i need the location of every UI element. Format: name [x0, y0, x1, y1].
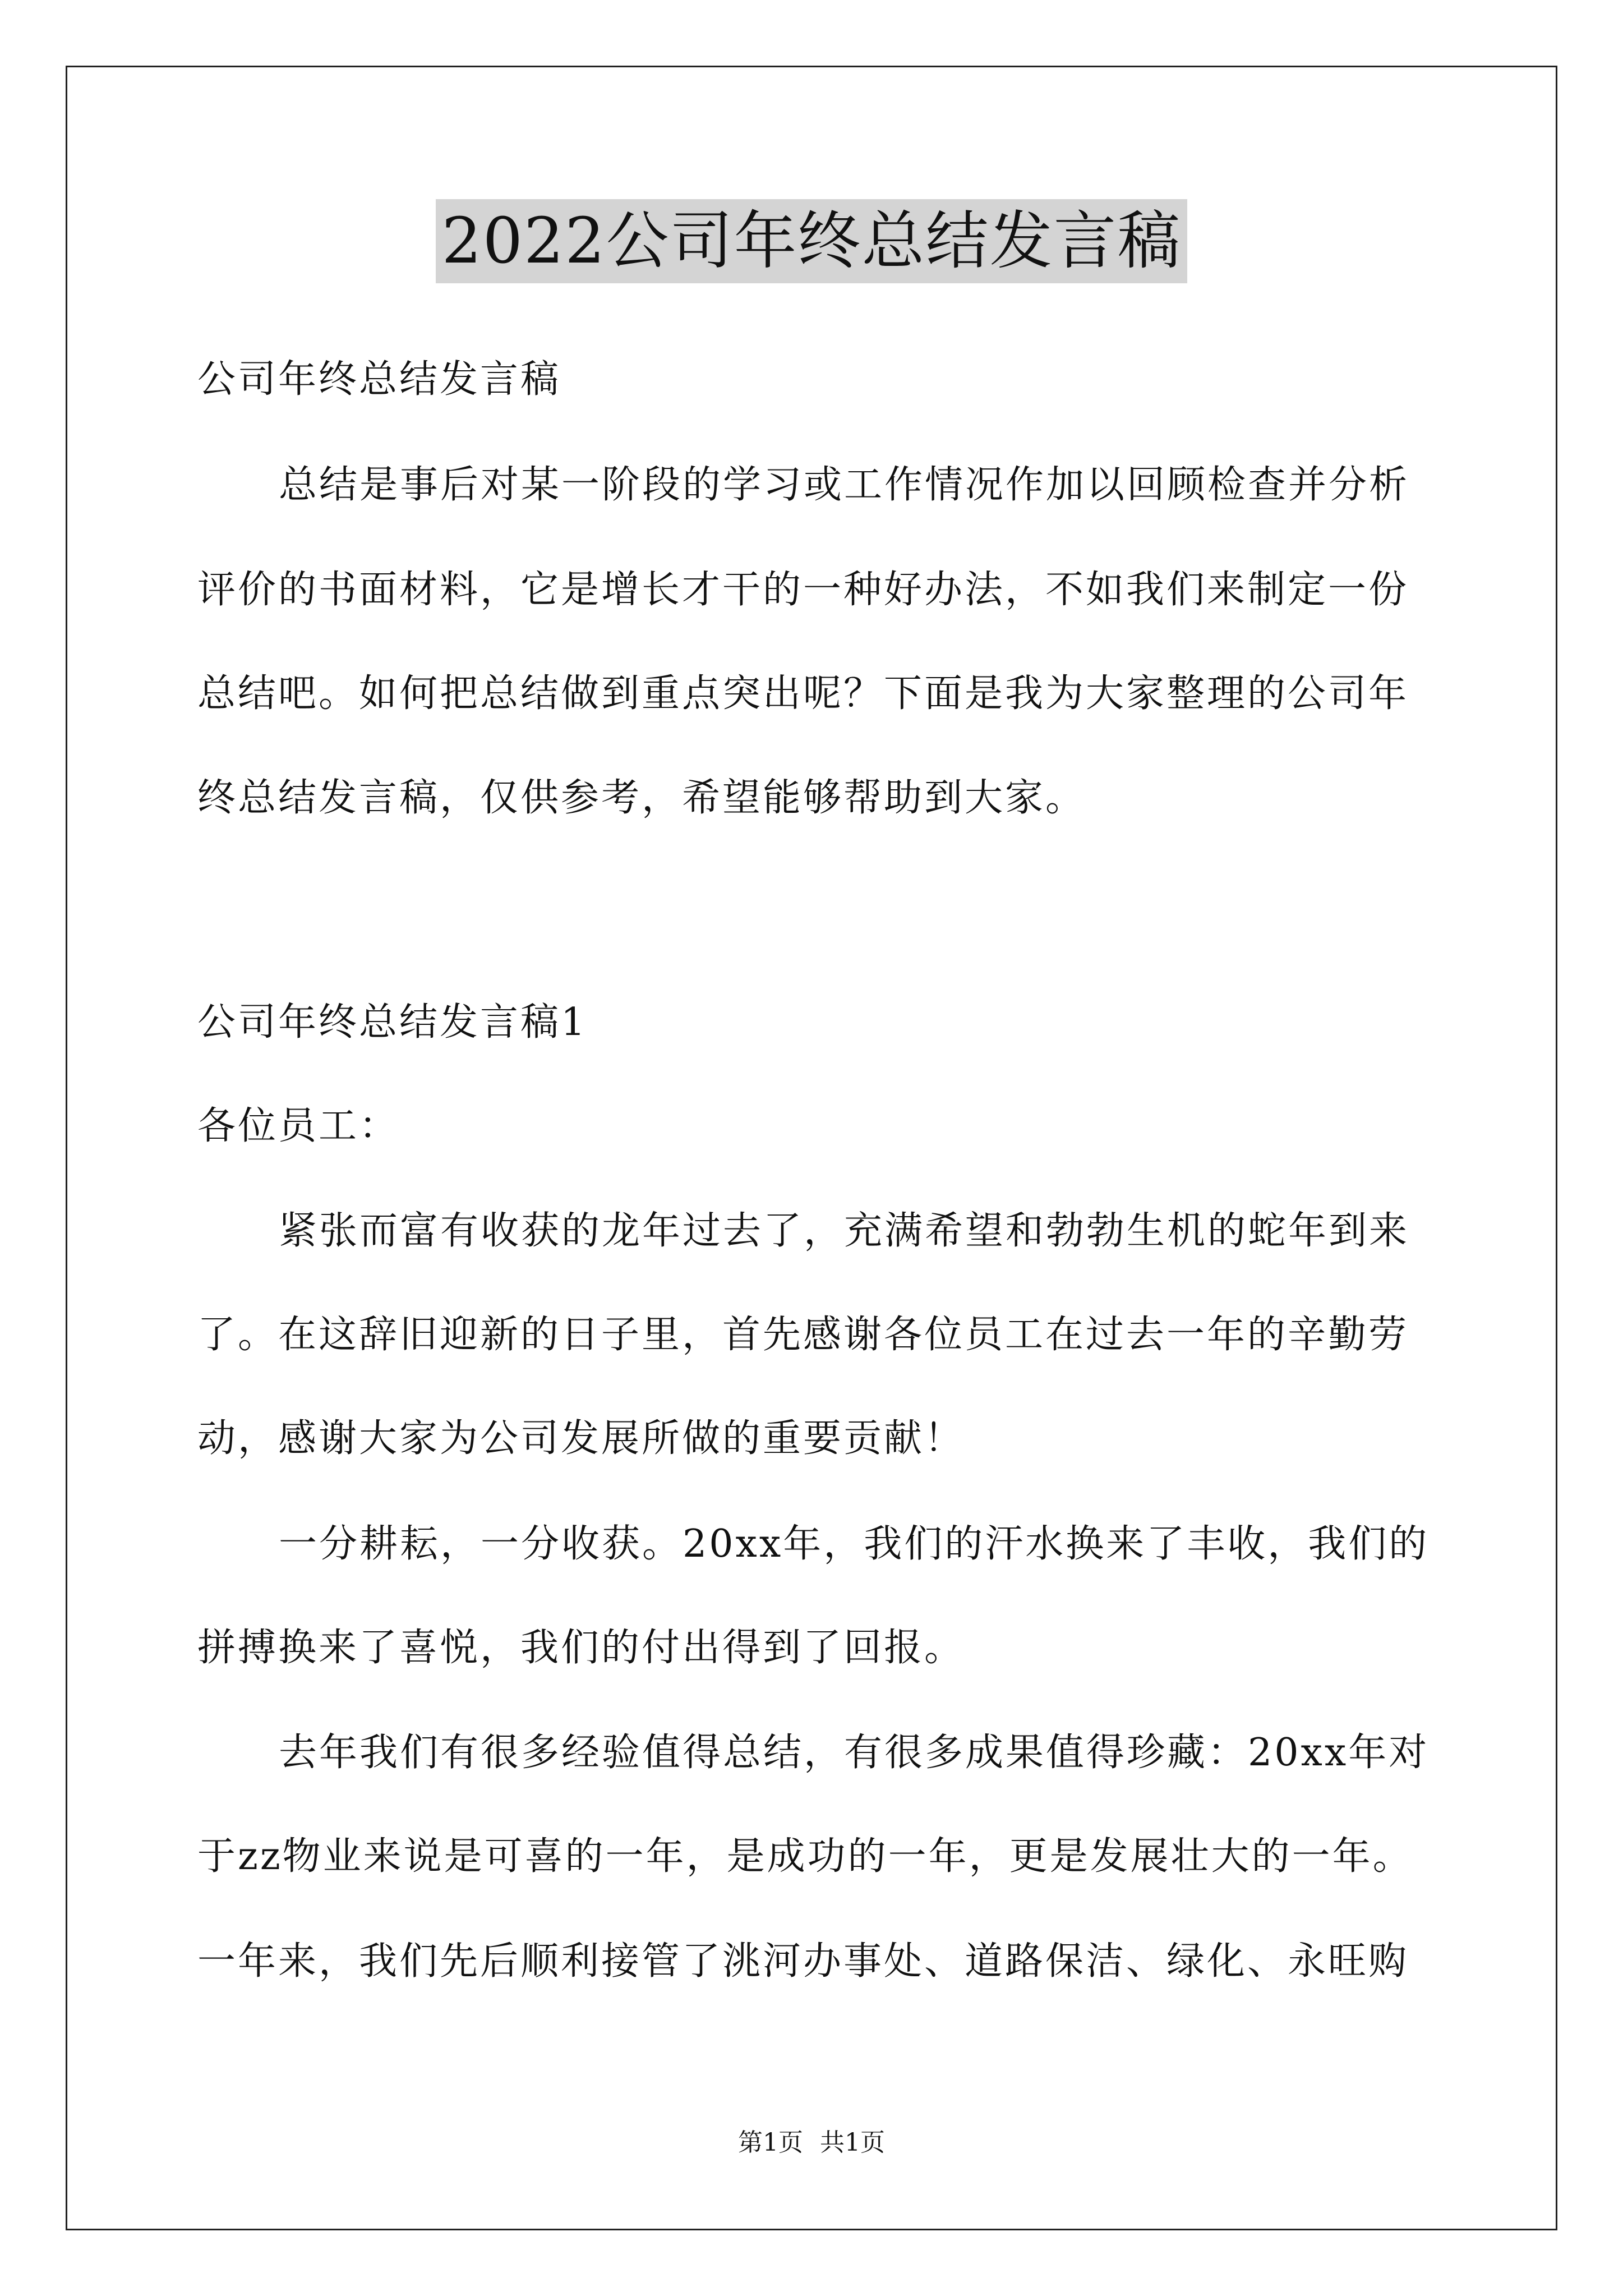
- title-container: [0, 199, 1623, 283]
- paragraph-line: 一分耕耘，一分收获。20xx年，我们的汗水换来了丰收，我们的: [279, 1522, 1430, 1566]
- paragraph-line: 拼搏换来了喜悦，我们的付出得到了回报。: [197, 1626, 965, 1670]
- paragraph-line: 总结吧。如何把总结做到重点突出呢？下面是我为大家整理的公司年: [197, 671, 1409, 716]
- paragraph-line: 去年我们有很多经验值得总结，有很多成果值得珍藏：20xx年对: [279, 1731, 1430, 1775]
- document-title: 2022公司年终总结发言稿: [436, 199, 1187, 283]
- paragraph-line: 紧张而富有收获的龙年过去了，充满希望和勃勃生机的蛇年到来: [279, 1209, 1410, 1253]
- paragraph-line: 一年来，我们先后顺利接管了洮河办事处、道路保洁、绿化、永旺购: [197, 1939, 1409, 1984]
- paragraph-line: 公司年终总结发言稿: [197, 357, 561, 402]
- page-number-current: 第1页: [738, 2128, 803, 2157]
- paragraph-line: 终总结发言稿，仅供参考，希望能够帮助到大家。: [197, 776, 1086, 820]
- section-heading: 公司年终总结发言稿1: [197, 1000, 588, 1045]
- paragraph-line: 了。在这辞旧迎新的日子里，首先感谢各位员工在过去一年的辛勤劳: [197, 1313, 1409, 1357]
- page-number-total: 共1页: [820, 2128, 885, 2157]
- paragraph-line: 于zz物业来说是可喜的一年，是成功的一年，更是发展壮大的一年。: [197, 1834, 1413, 1879]
- paragraph-line: 总结是事后对某一阶段的学习或工作情况作加以回顾检查并分析: [279, 463, 1410, 507]
- salutation: 各位员工：: [197, 1104, 400, 1148]
- page-footer: [0, 2126, 1623, 2160]
- paragraph-line: 动，感谢大家为公司发展所做的重要贡献！: [197, 1416, 965, 1461]
- paragraph-line: 评价的书面材料，它是增长才干的一种好办法，不如我们来制定一份: [197, 568, 1409, 612]
